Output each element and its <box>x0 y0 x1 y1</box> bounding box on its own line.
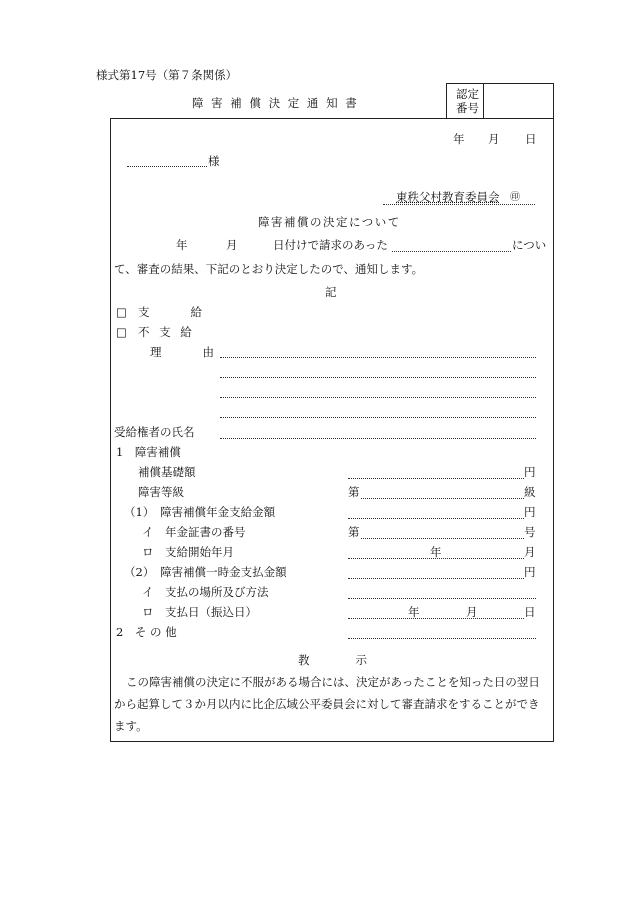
shosho-unit: 号 <box>524 525 536 539</box>
nenkin-unit: 円 <box>524 505 536 519</box>
addressee-honorific: 様 <box>208 154 220 168</box>
tokyu-unit: 級 <box>524 485 536 499</box>
seal-mark: ㊞ <box>510 192 520 203</box>
date-year: 年 <box>453 132 465 146</box>
ichiji-unit: 円 <box>524 565 536 579</box>
nintei-number-box <box>446 83 554 118</box>
tokyu-prefix: 第 <box>348 485 360 499</box>
reason-line-2[interactable] <box>220 377 536 378</box>
tokyu-label: 障害等級 <box>138 485 184 499</box>
shosho-prefix: 第 <box>348 525 360 539</box>
harai-label: ロ 支払日（振込日） <box>142 605 257 619</box>
shosho-field[interactable] <box>361 538 524 539</box>
ichiji-field[interactable] <box>348 578 524 579</box>
kyoji-line2: から起算して３か月以内に比企広域公平委員会に対して審査請求をすることができ <box>114 697 540 711</box>
basho-label: イ 支払の場所及び方法 <box>142 585 269 599</box>
option-fushikyu: 不 支 給 <box>138 325 195 339</box>
nenkin-label: （1） 障害補償年金支給金額 <box>124 505 276 519</box>
nintei-label-line1: 認定 <box>456 87 479 101</box>
kiso-field[interactable] <box>348 478 524 479</box>
checkbox-fushikyu[interactable]: □ <box>116 325 127 339</box>
body-year: 年 <box>176 238 188 252</box>
nenkin-field[interactable] <box>348 518 524 519</box>
harai-field[interactable] <box>348 618 524 619</box>
checkbox-shikyu[interactable]: □ <box>116 305 127 319</box>
sonota-field[interactable] <box>348 638 536 639</box>
kiso-unit: 円 <box>524 465 536 479</box>
item2-label: 2 そ の 他 <box>116 625 177 639</box>
addressee-field[interactable] <box>127 166 207 167</box>
tokyu-field[interactable] <box>361 498 524 499</box>
reason-label: 理 由 <box>150 345 220 359</box>
date-month: 月 <box>488 132 500 146</box>
harai-day: 日 <box>524 605 536 619</box>
kyoji-heading: 教 示 <box>298 653 367 667</box>
kaishi-year: 年 <box>430 545 442 559</box>
item1-label: 1 障害補償 <box>116 445 181 459</box>
ki-heading: 記 <box>325 285 337 299</box>
kiso-label: 補償基礎額 <box>138 465 196 479</box>
recipient-field[interactable] <box>220 438 536 439</box>
kyoji-line1: この障害補償の決定に不服がある場合には、決定があったことを知った日の翌日 <box>126 675 540 689</box>
form-number: 様式第17号（第７条関係） <box>96 68 238 82</box>
harai-month: 月 <box>466 605 478 619</box>
option-shikyu: 支 給 <box>138 305 208 319</box>
harai-year: 年 <box>408 605 420 619</box>
reason-line-3[interactable] <box>220 397 536 398</box>
subject-line: 障害補償の決定について <box>258 215 401 229</box>
kaishi-label: ロ 支給開始年月 <box>142 545 234 559</box>
recipient-label: 受給権者の氏名 <box>114 425 195 439</box>
body-month: 月 <box>226 238 238 252</box>
ichiji-label: （2） 障害補償一時金支払金額 <box>124 565 287 579</box>
sender-name: 東秩父村教育委員会 <box>396 190 500 204</box>
body-date-suffix: 日付けで請求のあった <box>273 238 388 252</box>
document-title: 障 害 補 償 決 定 通 知 書 <box>192 96 359 110</box>
reason-line-4[interactable] <box>220 417 536 418</box>
claim-field[interactable] <box>392 251 511 252</box>
reason-line-1[interactable] <box>220 357 536 358</box>
date-day: 日 <box>525 132 537 146</box>
sender-underline <box>383 204 535 205</box>
basho-field[interactable] <box>348 598 536 599</box>
kaishi-month: 月 <box>524 545 536 559</box>
body-ni-tsui: につい <box>512 238 547 252</box>
kyoji-line3: ます。 <box>114 719 148 733</box>
body-line2: て、審査の結果、下記のとおり決定したので、通知します。 <box>114 262 424 276</box>
shosho-label: イ 年金証書の番号 <box>142 525 246 539</box>
nintei-label-line2: 番号 <box>456 101 479 115</box>
nintei-number-field[interactable] <box>484 84 553 118</box>
